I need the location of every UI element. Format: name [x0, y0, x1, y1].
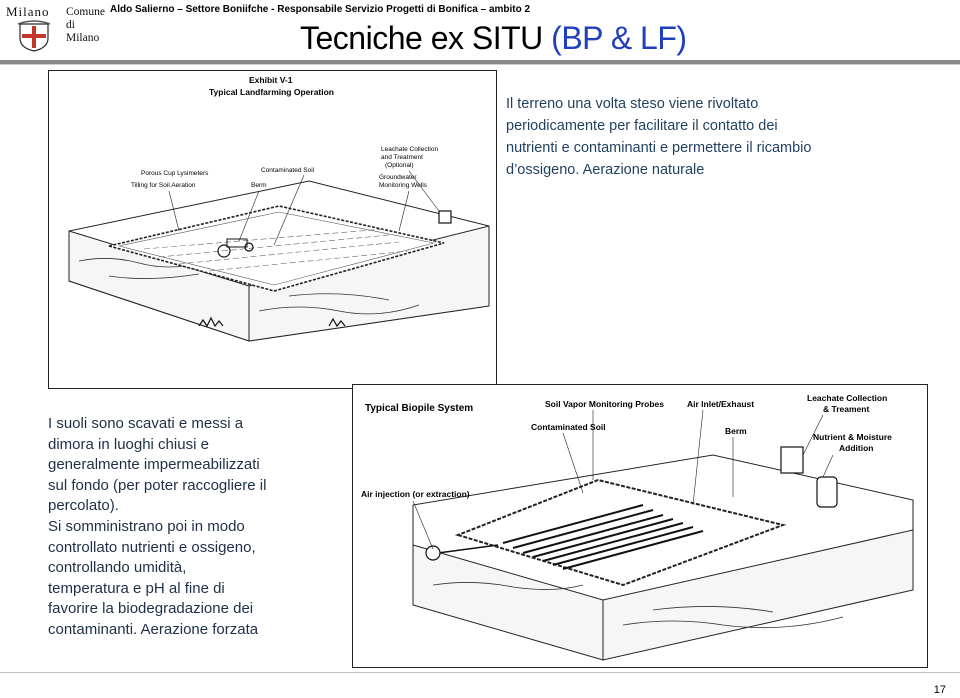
biopile-diagram	[352, 384, 928, 668]
landfarming-description	[506, 93, 906, 181]
biopile-illustration	[353, 385, 927, 667]
biopile-line-1: I suoli sono scavati e messi a	[48, 415, 244, 432]
comune-di-milano-logo	[0, 0, 110, 60]
fig2-label-contaminated-soil: Contaminated Soil	[531, 422, 606, 432]
landfarming-illustration	[49, 71, 496, 388]
biopile-line-8: controllando umidità,	[48, 559, 187, 577]
fig1-label-groundwater-line2: Monitoring Wells	[379, 182, 427, 189]
landfarming-line-1: Il terreno una volta steso viene rivoltato	[506, 96, 759, 112]
fig1-label-contaminated-soil: Contaminated Soil	[261, 167, 315, 174]
landfarming-line-4: d’ossigeno. Aerazione naturale	[506, 162, 705, 178]
page-title-main: Tecniche ex SITU	[300, 20, 543, 56]
biopile-line-4: sul fondo (per poter raccogliere il	[48, 476, 267, 494]
biopile-line-3: generalmente impermeabilizzati	[48, 456, 260, 474]
fig1-label-leachate-line3: (Optional)	[385, 162, 414, 169]
blower-icon	[426, 546, 440, 560]
fig2-label-nutrient: Nutrient & Moisture	[813, 432, 892, 442]
landfarming-line-2: periodicamente per facilitare il contatto dei	[506, 118, 778, 134]
footer-divider	[0, 672, 960, 673]
fig2-label-leachate-line2: & Treament	[823, 404, 870, 414]
landfarming-line-3: nutrienti e contaminanti e permettere il ricambio	[506, 140, 812, 156]
milano-coat-of-arms-icon	[16, 20, 52, 52]
title-divider-light	[0, 64, 960, 65]
logo-comune-text	[66, 6, 110, 45]
biopile-line-7: controllato nutrienti e ossigeno,	[48, 538, 256, 556]
leachate-tank-icon	[439, 211, 451, 223]
header-credit: Aldo Salierno – Settore Boniifche - Responsabile Servizio Progetti di Bonifica – ambito 2	[110, 4, 531, 15]
leachate-tank-icon	[781, 447, 803, 473]
biopile-line-10: favorire la biodegradazione dei	[48, 600, 254, 618]
nutrient-tank-icon	[817, 477, 837, 507]
landfarming-diagram	[48, 70, 497, 389]
fig2-label-leachate: Leachate Collection	[807, 393, 888, 403]
biopile-description	[48, 414, 348, 641]
fig1-heading: Exhibit V-1	[249, 75, 293, 85]
fig1-label-berm: Berm	[251, 182, 267, 189]
fig1-subheading: Typical Landfarming Operation	[209, 87, 334, 97]
fig2-label-air-injection: Air injection (or extraction)	[361, 489, 470, 499]
biopile-line-5: percolato).	[48, 497, 119, 515]
biopile-line-2: dimora in luoghi chiusi e	[48, 435, 209, 453]
fig1-label-leachate-line2: and Treatment	[381, 154, 423, 161]
fig2-label-nutrient-line2: Addition	[839, 443, 874, 453]
fig1-label-leachate: Leachate Collection	[381, 146, 439, 153]
logo-comune-line1: Comune	[66, 6, 105, 18]
fig2-heading: Typical Biopile System	[365, 403, 474, 414]
fig2-label-soil-vapor: Soil Vapor Monitoring Probes	[545, 399, 665, 409]
fig1-label-tilling: Tilling for Soil Aeration	[131, 182, 196, 189]
page-number: 17	[933, 684, 946, 696]
fig2-label-air-inlet: Air Inlet/Exhaust	[687, 399, 755, 409]
logo-comune-line2: di Milano	[66, 19, 100, 44]
fig1-label-lysimeters: Porous Cup Lysimeters	[141, 170, 209, 177]
page-title	[300, 20, 687, 57]
biopile-line-6: Si somministrano poi in modo	[48, 517, 245, 535]
fig1-label-groundwater: Groundwater	[379, 174, 417, 181]
biopile-line-11: contaminanti. Aerazione forzata	[48, 620, 259, 638]
fig2-label-berm: Berm	[725, 426, 747, 436]
page-title-accent: (BP & LF)	[551, 20, 687, 56]
biopile-line-9: temperatura e pH al fine di	[48, 579, 225, 597]
logo-city-name: Milano	[6, 4, 50, 19]
